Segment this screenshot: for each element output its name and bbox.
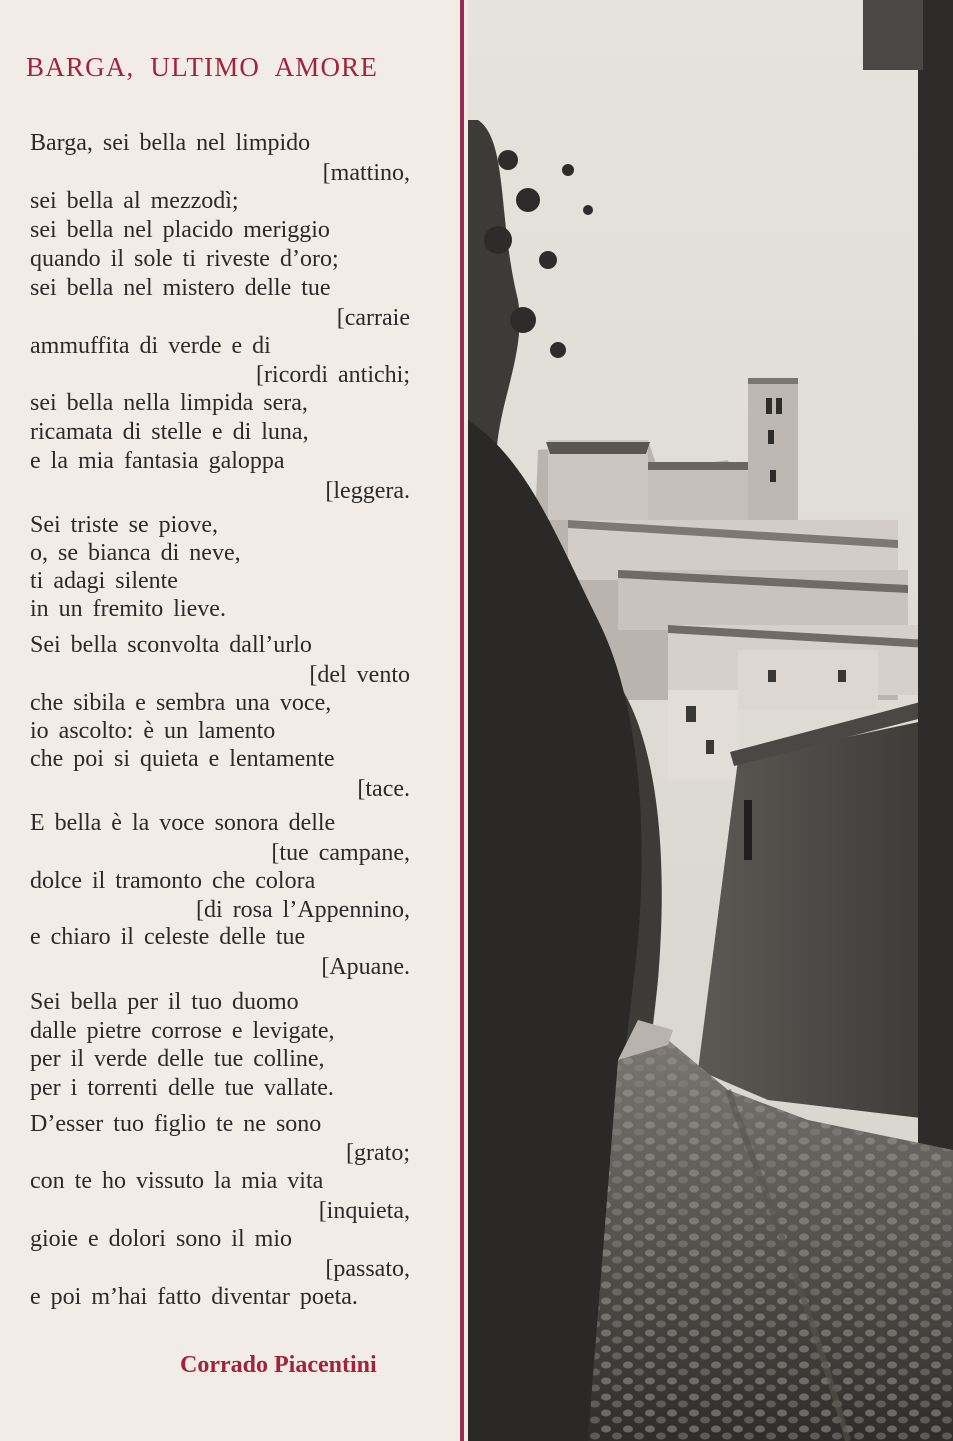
poem-line: che sibila e sembra una voce,: [30, 690, 332, 716]
photo-barga-lane: [468, 0, 953, 1441]
poem-line-continuation: [grato;: [346, 1140, 410, 1166]
poem-line: E bella è la voce sonora delle: [30, 810, 336, 836]
poem-column: [0, 0, 462, 1441]
poem-line: D’esser tuo figlio te ne sono: [30, 1111, 322, 1137]
poem-line: Barga, sei bella nel limpido: [30, 130, 311, 156]
poem-line-continuation: [carraie: [336, 305, 410, 331]
poem-line-continuation: [di rosa l’Appennino,: [196, 897, 410, 923]
poem-line: ti adagi silente: [30, 568, 178, 594]
poem-line: sei bella nel mistero delle tue: [30, 275, 331, 301]
poem-line: io ascolto: è un lamento: [30, 718, 276, 744]
poem-line: Sei bella sconvolta dall’urlo: [30, 632, 312, 658]
poem-line-continuation: [ricordi antichi;: [256, 362, 410, 388]
poem-line: per il verde delle tue colline,: [30, 1046, 325, 1072]
poem-line: o, se bianca di neve,: [30, 540, 241, 566]
poem-line: con te ho vissuto la mia vita: [30, 1168, 324, 1194]
poem-line: quando il sole ti riveste d’oro;: [30, 246, 339, 272]
poem-line-continuation: [del vento: [309, 662, 410, 688]
poem-line: in un fremito lieve.: [30, 596, 226, 622]
poem-line-continuation: [tue campane,: [271, 840, 410, 866]
poem-line: Sei bella per il tuo duomo: [30, 989, 299, 1015]
poem-line: ammuffita di verde e di: [30, 333, 271, 359]
poem-line: sei bella nel placido meriggio: [30, 217, 330, 243]
poem-line-continuation: [mattino,: [322, 160, 410, 186]
poem-body: [0, 0, 460, 1441]
poem-line: dalle pietre corrose e levigate,: [30, 1018, 335, 1044]
poem-author: Corrado Piacentini: [180, 1352, 377, 1378]
poem-title: BARGA, ULTIMO AMORE: [26, 52, 379, 82]
column-divider: [460, 0, 464, 1441]
poem-line: che poi si quieta e lentamente: [30, 746, 335, 772]
poem-line-continuation: [tace.: [357, 776, 410, 802]
poem-line: Sei triste se piove,: [30, 512, 218, 538]
poem-line: sei bella al mezzodì;: [30, 188, 239, 214]
poem-line: sei bella nella limpida sera,: [30, 390, 308, 416]
poem-line: e la mia fantasia galoppa: [30, 448, 285, 474]
poem-line: per i torrenti delle tue vallate.: [30, 1075, 334, 1101]
poem-line: dolce il tramonto che colora: [30, 868, 316, 894]
poem-line: gioie e dolori sono il mio: [30, 1226, 292, 1252]
poem-line-continuation: [inquieta,: [318, 1198, 410, 1224]
poem-line-continuation: [passato,: [325, 1256, 410, 1282]
poem-line-continuation: [leggera.: [325, 478, 410, 504]
poem-line: e chiaro il celeste delle tue: [30, 924, 306, 950]
poem-line-continuation: [Apuane.: [321, 954, 410, 980]
poem-line: ricamata di stelle e di luna,: [30, 419, 309, 445]
poem-line: e poi m’hai fatto diventar poeta.: [30, 1284, 358, 1310]
